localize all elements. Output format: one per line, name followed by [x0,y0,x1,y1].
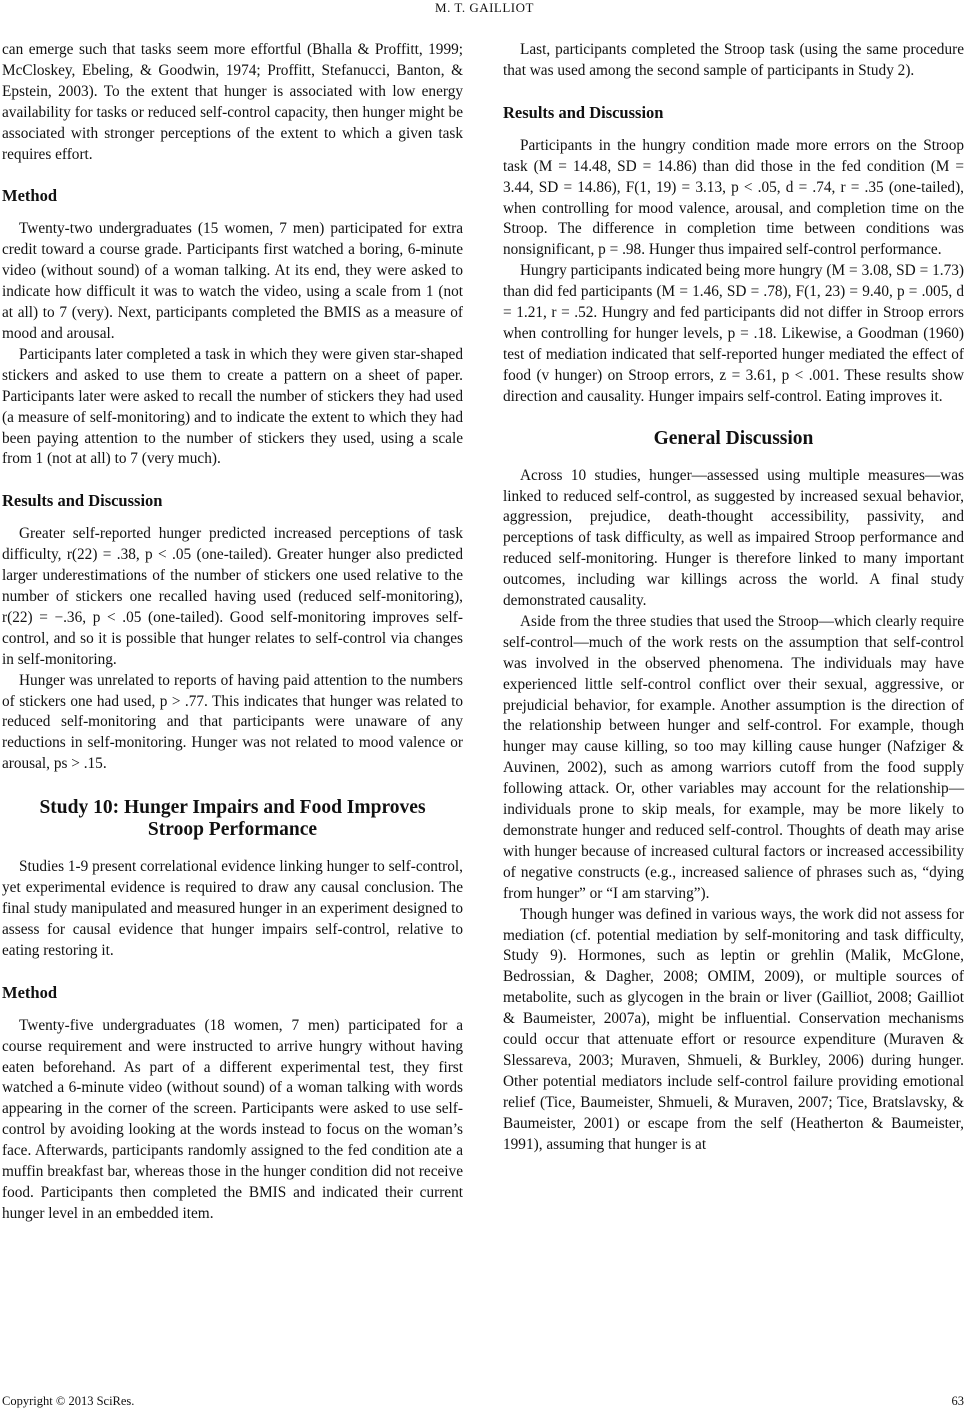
right-column [503,40,964,1156]
heading-results-study9: Results and Discussion [2,491,163,511]
paragraph-results-study10-b: Hungry participants indicated being more hungry (M = 3.08, SD = 1.73) than did fed participants (M = 1.46, SD = .78), F(1, 23) = 9.40, p = .005, d = 1.21, r = .52. Hungry and fed participants did not differ in Stroop errors when controlling for hunger levels, p = .18. Likewise, a Goodman (1960) test of mediation indicated that self-reported hunger mediated the effect of food (v hunger) on Stroop errors, z = 3.61, p < .001. These results show direction and causality. Hunger impairs self-control. Eating improves it. [503,262,964,405]
left-column [2,40,463,1225]
paragraph-general-a: Across 10 studies, hunger—assessed using multiple measures—was linked to reduced self-control, as suggested by increased sexual behavior, aggression, prejudice, death-thought accessibility, passivity, and perceptions of task difficulty, as well as impaired Stroop performance and reduced self-monitoring. Hunger is therefore linked to many important outcomes, including war killings across the world. A final study demonstrated causality. [503,466,964,610]
heading-study10 [2,797,463,841]
copyright-notice: Copyright © 2013 SciRes. [2,1394,135,1408]
paragraph-general-b: Aside from the three studies that used the Stroop—which clearly require self-control—much of the work rests on the assumption that self-control was involved in the observed phenomena. The individuals may have experienced little self-control conflict over their sexual, aggressive, or prejudicial behavior, for example. Another assumption is the direction of the relationship between hunger and self-control. For example, though hunger may cause killing, so too may killing cause hunger (Nafziger & Auvinen, 2002), such as among warriors cutoff from the food supply following attack. Or, other variables may account for the relationship—individuals prone to skip meals, for example, may be more likely to demonstrate hunger and reduced self-control. Thoughts of death may arise with hunger because of increased cultural factors or increased accessibility of negative constructs (e.g., increased salience of phrases such as, “dying from hunger” or “I am starving”). [503,612,964,902]
paragraph-method-study10: Twenty-five undergraduates (18 women, 7 men) participated for a course requirement and were instructed to arrive hungry without having eaten beforehand. As part of a different experimental test, they first watched a 6-minute video (without sound) of a woman talking with words appearing in the corner of the screen. Participants were asked to use self-control by avoiding looking at the words instead to focus on the woman’s face. Afterwards, participants randomly assigned to the fed condition ate a muffin breakfast bar, whereas those in the hunger condition did not receive food. Participants then completed the BMIS and indicated their current hunger level in an embedded item. [2,1016,463,1222]
heading-method-study10: Method [2,982,57,1002]
paragraph-results-study10-a: Participants in the hungry condition made more errors on the Stroop task (M = 14.48, SD = 14.86) than did those in the fed condition (M = 3.44, SD = 14.86), F(1, 19) = 3.13, p < .05, d = .74, r = .35 (one-tailed), when controlling for mood valence, arousal, and completion time on the Stroop. The difference in completion time between conditions was nonsignificant, p = .98. Hunger thus impaired self-control performance. [503,136,964,259]
paragraph-method-study9-b: Participants later completed a task in which they were given star-shaped stickers and asked to use them to create a pattern on a sheet of paper. Participants later were asked to recall the number of stickers they had used (a measure of self-monitoring) and to indicate the extent to which they had been paying attention to the number of stickers they used, using a scale from 1 (not at all) to 7 (very much). [2,345,463,468]
paragraph-intro-continued: can emerge such that tasks seem more effortful (Bhalla & Proffitt, 1999; McCloskey, Ebeling, & Goodwin, 1974; Proffitt, Stefanucci, Banton, & Epstein, 2003). To the extent that hunger is associated with low energy availability for tasks or reduced self-control capacity, then hunger might be associated with stronger perceptions of the extent to which a given task requires effort. [2,41,463,163]
paragraph-results-study9-b: Hunger was unrelated to reports of having paid attention to the numbers of stickers one had used, p > .77. This indicates that hunger was related to reduced self-monitoring and that participants were unaware of any reductions in self-monitoring. Hunger was not related to mood valence or arousal, ps > .15. [2,671,463,773]
paragraph-results-study9-a: Greater self-reported hunger predicted increased perceptions of task difficulty, r(22) = .38, p < .05 (one-tailed). Greater hunger also predicted larger underestimations of the number of stickers one used relative to the number of stickers one recalled having used (reduced self-monitoring), r(22) = −.36, p < .05 (one-tailed). Good self-monitoring improves self-control, and so it is possible that hunger relates to self-control via changes in self-monitoring. [2,525,463,668]
paragraph-general-c: Though hunger was defined in various ways, the work did not assess for mediation (cf. potential mediation by self-monitoring and task difficulty, Study 9). Hormones, such as leptin or grehlin (Malik, McGlone, Bedrossian, & Dagher, 2008; OMIM, 2009), or multiple sources of metabolite, such as glycogen in the brain or liver (Gailliot, 2008; Gailliot & Baumeister, 2007a), might be influential. Conservation mechanisms could occur that attenuate effort or resource expenditure (Muraven & Slessareva, 2003; Muraven, Shmueli, & Burkley, 2006) during hunger. Other potential mediators include self-control failure providing emotional relief (Tice, Baumeister, Shmueli, & Muraven, 2007; Tice, Bratslavsky, & Baumeister, 2001) or escape from the self (Heatherton & Baumeister, 1991), assuming that hunger is at [503,905,964,1153]
heading-results-study10: Results and Discussion [503,102,664,122]
page-number: 63 [951,1394,964,1408]
heading-general-discussion: General Discussion [653,427,814,449]
paragraph-method-study10-continued: Last, participants completed the Stroop task (using the same procedure that was used among the second sample of participants in Study 2). [503,41,964,79]
paragraph-study10-intro: Studies 1-9 present correlational evidence linking hunger to self-control, yet experimental evidence is required to draw any causal conclusion. The final study manipulated and measured hunger in an experiment designed to assess for causal evidence that hunger impairs self-control, relative to eating restoring it. [2,858,463,959]
heading-study10-line1: Study 10: Hunger Impairs and Food Improves [39,797,426,819]
page-footer [2,1394,964,1409]
heading-study10-line2: Stroop Performance [147,819,318,841]
heading-method-study9: Method [2,186,57,206]
paragraph-method-study9-a: Twenty-two undergraduates (15 women, 7 men) participated for extra credit toward a course grade. Participants first watched a boring, 6-minute video (without sound) of a woman talking. At its end, they were asked to indicate how difficult it was to watch the video, using a scale from 1 (not at all) to 7 (very). Next, participants completed the BMIS as a measure of mood and arousal. [2,220,463,342]
running-header: M. T. GAILLIOT [435,0,534,15]
